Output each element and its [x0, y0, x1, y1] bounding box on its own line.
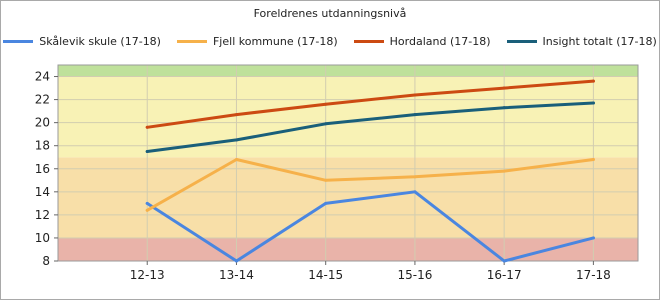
background-band-3: [58, 65, 638, 77]
background-band-1: [58, 157, 638, 238]
y-tick-label: 16: [34, 161, 50, 176]
x-tick-label: 17-18: [575, 268, 611, 282]
series-point-1: [503, 170, 506, 173]
y-tick-label: 20: [34, 115, 50, 130]
series-point-0: [592, 236, 595, 239]
series-point-0: [235, 260, 238, 263]
series-point-2: [592, 80, 595, 83]
y-tick-label: 12: [34, 207, 50, 222]
y-tick-label: 14: [34, 184, 50, 199]
series-point-3: [324, 122, 327, 125]
series-point-3: [235, 138, 238, 141]
series-point-3: [146, 150, 149, 153]
legend-label: Hordaland (17-18): [389, 35, 491, 48]
x-tick-label: 15-16: [397, 268, 433, 282]
series-point-3: [592, 102, 595, 105]
y-tick-label: 10: [34, 230, 50, 245]
y-tick-label: 22: [34, 92, 50, 107]
series-point-2: [503, 87, 506, 90]
series-point-1: [592, 158, 595, 161]
legend-label: Skålevik skule (17-18): [39, 35, 161, 48]
series-point-0: [324, 202, 327, 205]
series-point-3: [413, 113, 416, 116]
x-tick-label: 13-14: [219, 268, 254, 282]
series-point-2: [324, 103, 327, 106]
y-tick-label: 24: [34, 69, 50, 84]
x-tick-label: 12-13: [129, 268, 165, 282]
series-point-2: [235, 113, 238, 116]
series-point-1: [235, 158, 238, 161]
series-point-2: [413, 93, 416, 96]
legend-label: Fjell kommune (17-18): [212, 35, 338, 48]
background-band-2: [58, 77, 638, 158]
series-point-0: [413, 190, 416, 193]
y-tick-label: 18: [34, 138, 50, 153]
series-point-0: [146, 202, 149, 205]
series-point-2: [146, 126, 149, 129]
legend-label: Insight totalt (17-18): [542, 35, 657, 48]
chart-title: Foreldrenes utdanningsnivå: [253, 7, 407, 20]
series-point-1: [146, 209, 149, 212]
x-tick-label: 16-17: [486, 268, 522, 282]
x-tick-label: 14-15: [308, 268, 344, 282]
series-point-1: [324, 179, 327, 182]
series-point-1: [413, 175, 416, 178]
series-point-0: [503, 260, 506, 263]
series-point-3: [503, 106, 506, 109]
y-tick-label: 8: [42, 254, 50, 268]
